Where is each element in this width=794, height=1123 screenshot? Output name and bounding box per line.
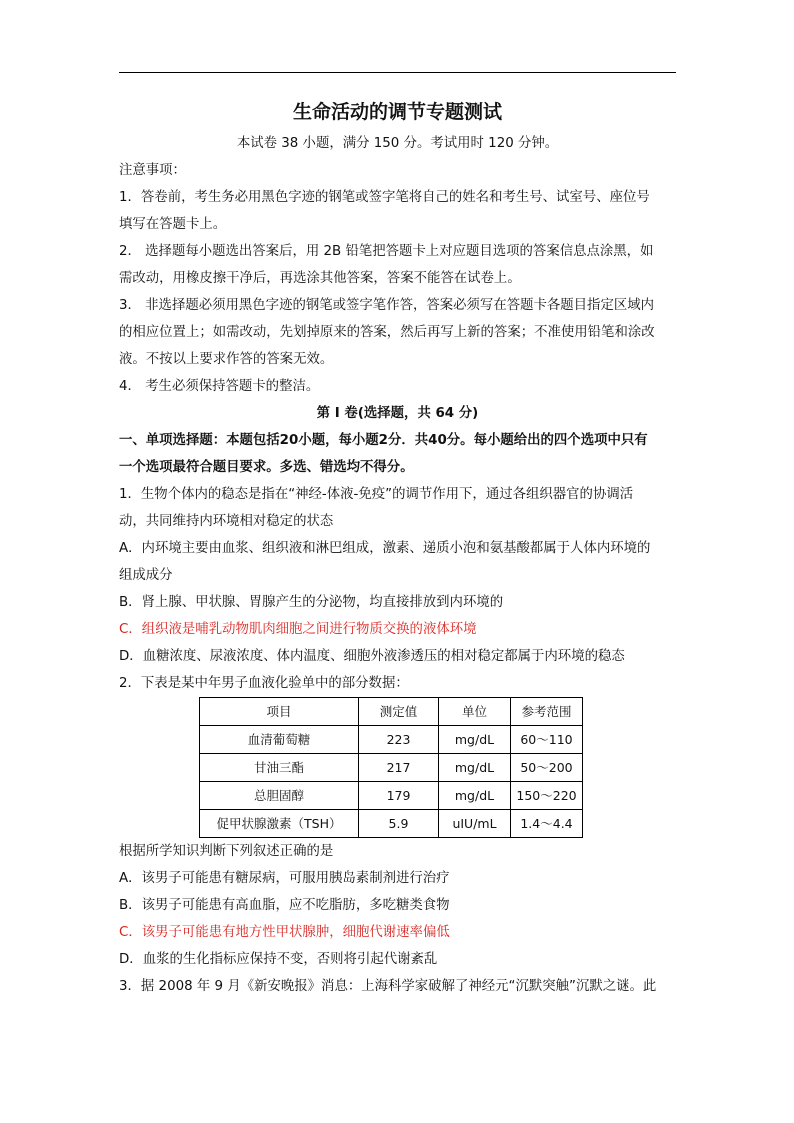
- table-cell: 1.4～4.4: [511, 810, 583, 838]
- table-header-cell: 项目: [200, 698, 359, 726]
- table-cell: 60～110: [511, 726, 583, 754]
- table-row: [200, 726, 583, 754]
- notice-heading: 注意事项：: [119, 163, 186, 178]
- table-header-row: [200, 698, 583, 726]
- table-cell: 150～220: [511, 782, 583, 810]
- table-cell: 223: [359, 726, 439, 754]
- table-row: [200, 754, 583, 782]
- q1-option-d: D．血糖浓度、尿液浓度、体内温度、细胞外液渗透压的相对稳定都属于内环境的稳态: [119, 649, 625, 664]
- table-cell: mg/dL: [439, 782, 511, 810]
- table-cell: mg/dL: [439, 726, 511, 754]
- q2-followup: 根据所学知识判断下列叙述正确的是: [119, 844, 334, 859]
- table-cell: 总胆固醇: [200, 782, 359, 810]
- q2-option-d: D．血浆的生化指标应保持不变，否则将引起代谢紊乱: [119, 952, 438, 967]
- notice-line: 液。不按以上要求作答的答案无效。: [119, 352, 334, 367]
- table-cell: 217: [359, 754, 439, 782]
- part-header-line: 一、单项选择题：本题包括20小题，每小题2分．共40分。每小题给出的四个选项中只有: [119, 433, 648, 448]
- table-cell: mg/dL: [439, 754, 511, 782]
- q1-option-a: A．内环境主要由血浆、组织液和淋巴组成，激素、递质小泡和氨基酸都属于人体内环境的: [119, 541, 651, 556]
- table-header-cell: 单位: [439, 698, 511, 726]
- notice-line: 填写在答题卡上。: [119, 217, 227, 232]
- table-cell: 5.9: [359, 810, 439, 838]
- q1-option-b: B．肾上腺、甲状腺、胃腺产生的分泌物，均直接排放到内环境的: [119, 595, 504, 610]
- q2-option-b: B．该男子可能患有高血脂，应不吃脂肪，多吃糖类食物: [119, 898, 450, 913]
- header-rule: [119, 72, 676, 73]
- q2-stem: 2．下表是某中年男子血液化验单中的部分数据：: [119, 676, 409, 691]
- table-cell: 179: [359, 782, 439, 810]
- table-cell: uIU/mL: [439, 810, 511, 838]
- notice-line: 4． 考生必须保持答题卡的整洁。: [119, 379, 320, 394]
- table-header-cell: 测定值: [359, 698, 439, 726]
- notice-line: 2． 选择题每小题选出答案后，用 2B 铅笔把答题卡上对应题目选项的答案信息点涂黑，如: [119, 244, 654, 259]
- table-cell: 甘油三酯: [200, 754, 359, 782]
- table-cell: 50～200: [511, 754, 583, 782]
- q2-option-c-answer: C．该男子可能患有地方性甲状腺肿，细胞代谢速率偏低: [119, 925, 450, 940]
- notice-line: 的相应位置上；如需改动，先划掉原来的答案，然后再写上新的答案；不准使用铅笔和涂改: [119, 325, 655, 340]
- exam-page: [119, 96, 676, 1000]
- table-cell: 促甲状腺激素（TSH）: [200, 810, 359, 838]
- q1-stem-line: 1．生物个体内的稳态是指在“神经-体液-免疫”的调节作用下，通过各组织器官的协调活: [119, 487, 634, 502]
- part-header-line: 一个选项最符合题目要求。多选、错选均不得分。: [119, 460, 414, 475]
- exam-subtitle: 本试卷 38 小题，满分 150 分。考试用时 120 分钟。: [236, 136, 559, 151]
- q3-stem: 3．据 2008 年 9 月《新安晚报》消息：上海科学家破解了神经元“沉默突触”沉默之谜。此: [119, 979, 657, 994]
- table-row: [200, 782, 583, 810]
- page-title: 生命活动的调节专题测试: [292, 101, 502, 123]
- q1-option-a-cont: 组成成分: [119, 568, 173, 583]
- table-row: [200, 810, 583, 838]
- q1-option-c-answer: C．组织液是哺乳动物肌肉细胞之间进行物质交换的液体环境: [119, 622, 477, 637]
- q1-stem-line: 动，共同维持内环境相对稳定的状态: [119, 514, 334, 529]
- blood-test-table: [199, 697, 583, 838]
- q2-option-a: A．该男子可能患有糖尿病，可服用胰岛素制剂进行治疗: [119, 871, 450, 886]
- table-header-cell: 参考范围: [511, 698, 583, 726]
- notice-line: 需改动，用橡皮擦干净后，再选涂其他答案，答案不能答在试卷上。: [119, 271, 521, 286]
- table-cell: 血清葡萄糖: [200, 726, 359, 754]
- section-title: 第 I 卷(选择题，共 64 分): [316, 406, 479, 421]
- notice-line: 3． 非选择题必须用黑色字迹的钢笔或签字笔作答，答案必须写在答题卡各题目指定区域内: [119, 298, 655, 313]
- notice-line: 1．答卷前，考生务必用黑色字迹的钢笔或签字笔将自己的姓名和考生号、试室号、座位号: [119, 190, 650, 205]
